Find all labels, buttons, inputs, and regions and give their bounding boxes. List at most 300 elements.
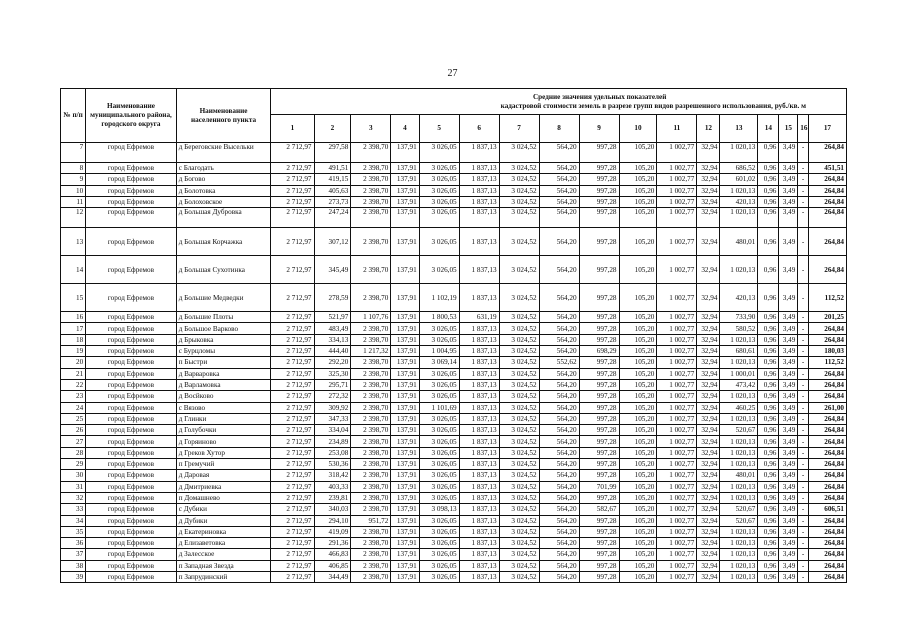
- district-cell: город Ефремов: [86, 504, 176, 515]
- value-cell-2: 403,33: [314, 481, 351, 492]
- value-cell-3: 2 398,70: [351, 391, 391, 402]
- value-cell-15: 3,49: [779, 196, 798, 207]
- value-cell-14: 0,96: [758, 185, 779, 196]
- row-number: 25: [61, 413, 86, 424]
- value-cell-15: 3,49: [779, 447, 798, 458]
- value-cell-17: 264,84: [808, 549, 846, 560]
- value-cell-14: 0,96: [758, 459, 779, 470]
- table-row: [61, 208, 847, 228]
- value-cell-13: 420,13: [720, 284, 758, 312]
- value-cell-13: 1 020,13: [720, 459, 758, 470]
- value-cell-14: 0,96: [758, 538, 779, 549]
- value-cell-13: 601,02: [720, 174, 758, 185]
- value-cell-8: 564,20: [539, 402, 579, 413]
- value-cell-8: 564,20: [539, 208, 579, 228]
- value-cell-8: 564,20: [539, 346, 579, 357]
- value-cell-15: 3,49: [779, 379, 798, 390]
- table-row: [61, 357, 847, 368]
- value-cell-6: 1 837,13: [459, 526, 499, 537]
- row-number: 33: [61, 504, 86, 515]
- value-cell-2: 345,49: [314, 256, 351, 284]
- district-cell: город Ефремов: [86, 481, 176, 492]
- value-cell-14: 0,96: [758, 196, 779, 207]
- value-cell-8: 564,20: [539, 470, 579, 481]
- value-cell-5: 3 026,05: [419, 492, 459, 503]
- value-cell-13: 1 020,13: [720, 143, 758, 163]
- value-cell-1: 2 712,97: [271, 228, 314, 256]
- value-cell-2: 340,03: [314, 504, 351, 515]
- value-cell-7: 3 024,52: [499, 470, 539, 481]
- settlement-cell: д Даровая: [176, 470, 271, 481]
- value-cell-5: 3 026,05: [419, 436, 459, 447]
- value-cell-7: 3 024,52: [499, 504, 539, 515]
- value-cell-10: 105,20: [619, 549, 657, 560]
- value-cell-16: -: [798, 526, 809, 537]
- district-cell: город Ефремов: [86, 459, 176, 470]
- row-number: 10: [61, 185, 86, 196]
- value-cell-4: 137,91: [391, 402, 419, 413]
- row-number: 26: [61, 425, 86, 436]
- value-cell-1: 2 712,97: [271, 379, 314, 390]
- value-cell-5: 3 026,05: [419, 481, 459, 492]
- value-cell-5: 3 026,05: [419, 459, 459, 470]
- value-cell-13: 733,90: [720, 312, 758, 323]
- value-cell-8: 564,20: [539, 143, 579, 163]
- value-cell-1: 2 712,97: [271, 143, 314, 163]
- value-cell-10: 105,20: [619, 284, 657, 312]
- value-cell-12: 32,94: [697, 368, 720, 379]
- value-cell-2: 253,08: [314, 447, 351, 458]
- settlement-cell: д Большие Медведки: [176, 284, 271, 312]
- value-cell-1: 2 712,97: [271, 323, 314, 334]
- row-number: 9: [61, 174, 86, 185]
- value-cell-13: 1 000,01: [720, 368, 758, 379]
- settlement-cell: с Дубики: [176, 504, 271, 515]
- value-cell-12: 32,94: [697, 208, 720, 228]
- header-col-2: 2: [314, 115, 351, 143]
- value-cell-6: 1 837,13: [459, 185, 499, 196]
- table-row: [61, 470, 847, 481]
- value-cell-10: 105,20: [619, 436, 657, 447]
- value-cell-15: 3,49: [779, 312, 798, 323]
- value-cell-6: 1 837,13: [459, 481, 499, 492]
- row-number: 11: [61, 196, 86, 207]
- value-cell-8: 564,20: [539, 526, 579, 537]
- row-number: 36: [61, 538, 86, 549]
- value-cell-17: 264,84: [808, 174, 846, 185]
- value-cell-2: 291,36: [314, 538, 351, 549]
- value-cell-10: 105,20: [619, 391, 657, 402]
- value-cell-3: 2 398,70: [351, 196, 391, 207]
- settlement-cell: д Болотовка: [176, 185, 271, 196]
- district-cell: город Ефремов: [86, 549, 176, 560]
- value-cell-2: 292,20: [314, 357, 351, 368]
- header-group-title-line2: кадастровой стоимости земель в разрезе групп видов разрешенного использования, руб./кв. м: [500, 101, 806, 110]
- value-cell-11: 1 002,77: [657, 379, 697, 390]
- value-cell-12: 32,94: [697, 323, 720, 334]
- value-cell-3: 2 398,70: [351, 425, 391, 436]
- settlement-cell: с Благодать: [176, 163, 271, 174]
- value-cell-5: 3 026,05: [419, 572, 459, 583]
- value-cell-15: 3,49: [779, 459, 798, 470]
- value-cell-12: 32,94: [697, 572, 720, 583]
- table-row: [61, 284, 847, 312]
- value-cell-12: 32,94: [697, 346, 720, 357]
- value-cell-7: 3 024,52: [499, 425, 539, 436]
- value-cell-5: 3 026,05: [419, 208, 459, 228]
- value-cell-7: 3 024,52: [499, 391, 539, 402]
- value-cell-8: 564,20: [539, 391, 579, 402]
- value-cell-13: 1 020,13: [720, 256, 758, 284]
- value-cell-11: 1 002,77: [657, 492, 697, 503]
- value-cell-8: 564,20: [539, 572, 579, 583]
- value-cell-3: 2 398,70: [351, 492, 391, 503]
- value-cell-8: 552,62: [539, 357, 579, 368]
- value-cell-12: 32,94: [697, 174, 720, 185]
- value-cell-8: 564,20: [539, 196, 579, 207]
- value-cell-3: 2 398,70: [351, 163, 391, 174]
- header-col-5: 5: [419, 115, 459, 143]
- value-cell-4: 137,91: [391, 549, 419, 560]
- value-cell-2: 419,09: [314, 526, 351, 537]
- header-col-9: 9: [579, 115, 619, 143]
- table-row: [61, 163, 847, 174]
- value-cell-15: 3,49: [779, 163, 798, 174]
- district-cell: город Ефремов: [86, 368, 176, 379]
- value-cell-5: 3 026,05: [419, 196, 459, 207]
- value-cell-7: 3 024,52: [499, 334, 539, 345]
- value-cell-3: 1 217,32: [351, 346, 391, 357]
- value-cell-11: 1 002,77: [657, 256, 697, 284]
- value-cell-12: 32,94: [697, 549, 720, 560]
- value-cell-17: 264,84: [808, 208, 846, 228]
- value-cell-8: 564,20: [539, 425, 579, 436]
- value-cell-7: 3 024,52: [499, 284, 539, 312]
- value-cell-5: 3 026,05: [419, 515, 459, 526]
- value-cell-14: 0,96: [758, 357, 779, 368]
- row-number: 16: [61, 312, 86, 323]
- value-cell-15: 3,49: [779, 143, 798, 163]
- row-number: 29: [61, 459, 86, 470]
- value-cell-12: 32,94: [697, 143, 720, 163]
- value-cell-14: 0,96: [758, 492, 779, 503]
- settlement-cell: д Большие Плоты: [176, 312, 271, 323]
- value-cell-17: 264,84: [808, 368, 846, 379]
- value-cell-1: 2 712,97: [271, 185, 314, 196]
- value-cell-13: 1 020,13: [720, 208, 758, 228]
- value-cell-10: 105,20: [619, 492, 657, 503]
- district-cell: город Ефремов: [86, 312, 176, 323]
- district-cell: город Ефремов: [86, 391, 176, 402]
- table-row: [61, 549, 847, 560]
- value-cell-4: 137,91: [391, 459, 419, 470]
- value-cell-15: 3,49: [779, 174, 798, 185]
- value-cell-2: 307,12: [314, 228, 351, 256]
- value-cell-11: 1 002,77: [657, 436, 697, 447]
- value-cell-1: 2 712,97: [271, 538, 314, 549]
- value-cell-8: 564,20: [539, 368, 579, 379]
- value-cell-3: 2 398,70: [351, 379, 391, 390]
- value-cell-9: 997,28: [579, 208, 619, 228]
- value-cell-2: 278,59: [314, 284, 351, 312]
- value-cell-17: 264,84: [808, 323, 846, 334]
- header-col-8: 8: [539, 115, 579, 143]
- value-cell-1: 2 712,97: [271, 492, 314, 503]
- value-cell-7: 3 024,52: [499, 196, 539, 207]
- value-cell-2: 334,04: [314, 425, 351, 436]
- value-cell-9: 997,28: [579, 402, 619, 413]
- value-cell-12: 32,94: [697, 284, 720, 312]
- value-cell-2: 334,13: [314, 334, 351, 345]
- value-cell-12: 32,94: [697, 196, 720, 207]
- value-cell-16: -: [798, 447, 809, 458]
- value-cell-6: 1 837,13: [459, 447, 499, 458]
- value-cell-14: 0,96: [758, 143, 779, 163]
- value-cell-4: 137,91: [391, 208, 419, 228]
- value-cell-15: 3,49: [779, 368, 798, 379]
- value-cell-1: 2 712,97: [271, 256, 314, 284]
- value-cell-6: 1 837,13: [459, 436, 499, 447]
- value-cell-13: 686,52: [720, 163, 758, 174]
- value-cell-17: 264,84: [808, 379, 846, 390]
- value-cell-16: -: [798, 481, 809, 492]
- value-cell-16: -: [798, 185, 809, 196]
- value-cell-15: 3,49: [779, 185, 798, 196]
- value-cell-16: -: [798, 560, 809, 571]
- district-cell: город Ефремов: [86, 323, 176, 334]
- value-cell-13: 1 020,13: [720, 549, 758, 560]
- value-cell-10: 105,20: [619, 312, 657, 323]
- value-cell-17: 264,84: [808, 470, 846, 481]
- value-cell-2: 491,51: [314, 163, 351, 174]
- district-cell: город Ефремов: [86, 196, 176, 207]
- value-cell-6: 1 837,13: [459, 549, 499, 560]
- value-cell-8: 564,20: [539, 334, 579, 345]
- value-cell-1: 2 712,97: [271, 391, 314, 402]
- header-col-14: 14: [758, 115, 779, 143]
- value-cell-13: 1 020,13: [720, 492, 758, 503]
- value-cell-11: 1 002,77: [657, 425, 697, 436]
- value-cell-5: 3 026,05: [419, 368, 459, 379]
- district-cell: город Ефремов: [86, 334, 176, 345]
- value-cell-13: 1 020,13: [720, 413, 758, 424]
- value-cell-9: 997,28: [579, 436, 619, 447]
- row-number: 32: [61, 492, 86, 503]
- value-cell-13: 1 020,13: [720, 436, 758, 447]
- value-cell-11: 1 002,77: [657, 346, 697, 357]
- value-cell-4: 137,91: [391, 368, 419, 379]
- value-cell-12: 32,94: [697, 504, 720, 515]
- value-cell-10: 105,20: [619, 368, 657, 379]
- value-cell-16: -: [798, 256, 809, 284]
- row-number: 24: [61, 402, 86, 413]
- value-cell-6: 631,19: [459, 312, 499, 323]
- value-cell-12: 32,94: [697, 560, 720, 571]
- settlement-cell: д Дубики: [176, 515, 271, 526]
- value-cell-11: 1 002,77: [657, 572, 697, 583]
- value-cell-7: 3 024,52: [499, 323, 539, 334]
- value-cell-4: 137,91: [391, 391, 419, 402]
- value-cell-2: 297,58: [314, 143, 351, 163]
- table-row: [61, 504, 847, 515]
- header-col-7: 7: [499, 115, 539, 143]
- value-cell-12: 32,94: [697, 470, 720, 481]
- value-cell-14: 0,96: [758, 256, 779, 284]
- value-cell-3: 951,72: [351, 515, 391, 526]
- value-cell-1: 2 712,97: [271, 413, 314, 424]
- value-cell-8: 564,20: [539, 459, 579, 470]
- value-cell-6: 1 837,13: [459, 346, 499, 357]
- value-cell-10: 105,20: [619, 402, 657, 413]
- value-cell-17: 180,03: [808, 346, 846, 357]
- value-cell-14: 0,96: [758, 163, 779, 174]
- value-cell-11: 1 002,77: [657, 481, 697, 492]
- value-cell-6: 1 837,13: [459, 492, 499, 503]
- value-cell-17: 261,00: [808, 402, 846, 413]
- value-cell-14: 0,96: [758, 402, 779, 413]
- value-cell-3: 2 398,70: [351, 402, 391, 413]
- value-cell-14: 0,96: [758, 334, 779, 345]
- value-cell-7: 3 024,52: [499, 526, 539, 537]
- value-cell-4: 137,91: [391, 346, 419, 357]
- value-cell-14: 0,96: [758, 323, 779, 334]
- value-cell-15: 3,49: [779, 481, 798, 492]
- value-cell-11: 1 002,77: [657, 357, 697, 368]
- value-cell-4: 137,91: [391, 560, 419, 571]
- value-cell-7: 3 024,52: [499, 549, 539, 560]
- value-cell-13: 520,67: [720, 504, 758, 515]
- value-cell-9: 997,28: [579, 312, 619, 323]
- settlement-cell: д Дмитриевка: [176, 481, 271, 492]
- settlement-cell: д Горяиново: [176, 436, 271, 447]
- value-cell-3: 2 398,70: [351, 143, 391, 163]
- row-number: 12: [61, 208, 86, 228]
- value-cell-1: 2 712,97: [271, 346, 314, 357]
- district-cell: город Ефремов: [86, 560, 176, 571]
- value-cell-4: 137,91: [391, 284, 419, 312]
- row-number: 14: [61, 256, 86, 284]
- value-cell-2: 318,42: [314, 470, 351, 481]
- value-cell-16: -: [798, 504, 809, 515]
- value-cell-2: 309,92: [314, 402, 351, 413]
- value-cell-11: 1 002,77: [657, 402, 697, 413]
- settlement-cell: п Гремучий: [176, 459, 271, 470]
- value-cell-12: 32,94: [697, 334, 720, 345]
- value-cell-17: 264,84: [808, 196, 846, 207]
- table-row: [61, 143, 847, 163]
- value-cell-17: 264,84: [808, 560, 846, 571]
- value-cell-6: 1 837,13: [459, 357, 499, 368]
- value-cell-9: 997,28: [579, 323, 619, 334]
- value-cell-17: 264,84: [808, 447, 846, 458]
- value-cell-17: 264,84: [808, 143, 846, 163]
- value-cell-6: 1 837,13: [459, 515, 499, 526]
- value-cell-9: 997,28: [579, 572, 619, 583]
- value-cell-4: 137,91: [391, 357, 419, 368]
- value-cell-14: 0,96: [758, 560, 779, 571]
- value-cell-4: 137,91: [391, 515, 419, 526]
- value-cell-14: 0,96: [758, 447, 779, 458]
- value-cell-5: 1 004,95: [419, 346, 459, 357]
- district-cell: город Ефремов: [86, 357, 176, 368]
- value-cell-7: 3 024,52: [499, 228, 539, 256]
- value-cell-3: 2 398,70: [351, 174, 391, 185]
- value-cell-12: 32,94: [697, 538, 720, 549]
- district-cell: город Ефремов: [86, 492, 176, 503]
- value-cell-8: 564,20: [539, 492, 579, 503]
- value-cell-14: 0,96: [758, 481, 779, 492]
- value-cell-5: 3 026,05: [419, 323, 459, 334]
- header-col-13: 13: [720, 115, 758, 143]
- value-cell-2: 344,49: [314, 572, 351, 583]
- value-cell-10: 105,20: [619, 174, 657, 185]
- value-cell-3: 2 398,70: [351, 413, 391, 424]
- settlement-cell: д Греков Хутор: [176, 447, 271, 458]
- table-row: [61, 447, 847, 458]
- settlement-cell: с Бурцломы: [176, 346, 271, 357]
- value-cell-5: 3 098,13: [419, 504, 459, 515]
- value-cell-5: 3 026,05: [419, 143, 459, 163]
- value-cell-11: 1 002,77: [657, 391, 697, 402]
- value-cell-8: 564,20: [539, 515, 579, 526]
- value-cell-5: 3 026,05: [419, 228, 459, 256]
- value-cell-1: 2 712,97: [271, 549, 314, 560]
- value-cell-16: -: [798, 196, 809, 207]
- table-row: [61, 459, 847, 470]
- settlement-cell: д Богово: [176, 174, 271, 185]
- value-cell-15: 3,49: [779, 346, 798, 357]
- value-cell-16: -: [798, 174, 809, 185]
- cadastral-value-table: [60, 88, 847, 583]
- value-cell-4: 137,91: [391, 436, 419, 447]
- value-cell-6: 1 837,13: [459, 368, 499, 379]
- value-cell-13: 1 020,13: [720, 560, 758, 571]
- value-cell-1: 2 712,97: [271, 334, 314, 345]
- district-cell: город Ефремов: [86, 228, 176, 256]
- value-cell-4: 137,91: [391, 323, 419, 334]
- value-cell-12: 32,94: [697, 228, 720, 256]
- value-cell-3: 2 398,70: [351, 459, 391, 470]
- value-cell-2: 272,32: [314, 391, 351, 402]
- value-cell-7: 3 024,52: [499, 368, 539, 379]
- value-cell-6: 1 837,13: [459, 379, 499, 390]
- header-district: Наименование муниципального района, городского округа: [86, 89, 176, 143]
- value-cell-5: 3 026,05: [419, 538, 459, 549]
- value-cell-1: 2 712,97: [271, 425, 314, 436]
- district-cell: город Ефремов: [86, 346, 176, 357]
- value-cell-11: 1 002,77: [657, 447, 697, 458]
- value-cell-16: -: [798, 143, 809, 163]
- value-cell-9: 997,28: [579, 196, 619, 207]
- value-cell-8: 564,20: [539, 436, 579, 447]
- value-cell-9: 997,28: [579, 284, 619, 312]
- value-cell-17: 264,84: [808, 515, 846, 526]
- value-cell-8: 564,20: [539, 228, 579, 256]
- value-cell-2: 444,40: [314, 346, 351, 357]
- table-row: [61, 526, 847, 537]
- value-cell-10: 105,20: [619, 379, 657, 390]
- value-cell-9: 701,99: [579, 481, 619, 492]
- value-cell-9: 997,28: [579, 526, 619, 537]
- value-cell-17: 264,84: [808, 538, 846, 549]
- row-number: 30: [61, 470, 86, 481]
- value-cell-17: 264,84: [808, 572, 846, 583]
- value-cell-1: 2 712,97: [271, 447, 314, 458]
- value-cell-6: 1 837,13: [459, 459, 499, 470]
- value-cell-11: 1 002,77: [657, 538, 697, 549]
- value-cell-16: -: [798, 436, 809, 447]
- value-cell-12: 32,94: [697, 379, 720, 390]
